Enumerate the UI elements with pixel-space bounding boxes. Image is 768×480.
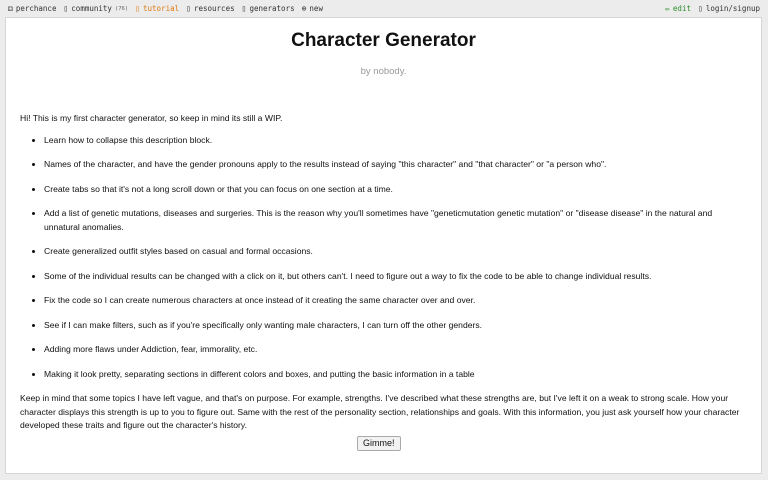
gimme-button[interactable]: Gimme!: [357, 436, 401, 451]
outro-text: Keep in mind that some topics I have left vague, and that's on purpose. For example, strengths. I've described what these strengths are, but I've left it on a weak to strong scale. How your character displays this strength is up to you to figure out. Same with the rest of the personality section, relationships and goals. With this information, you just ask yourself how your character developed these traits and figure out the character's history.: [20, 393, 740, 430]
perchance-logo-icon: ⚃: [8, 4, 13, 13]
nav-home-link[interactable]: [8, 4, 56, 13]
top-nav-bar: [0, 0, 768, 17]
list-item: • Create tabs so that it's not a long scroll down or that you can focus on one section at a time.: [44, 183, 742, 197]
community-count-badge: (76): [114, 5, 129, 12]
nav-new-label: new: [309, 4, 323, 13]
nav-tutorial-label: tutorial: [143, 4, 180, 13]
pencil-icon: ✏: [665, 4, 670, 13]
nav-generators-label: generators: [249, 4, 295, 13]
nav-generators-link[interactable]: [242, 4, 295, 13]
page-title: Character Generator: [291, 30, 476, 51]
nav-edit-link[interactable]: [665, 4, 691, 13]
description-block: [20, 112, 742, 433]
box-icon: ▯: [186, 4, 191, 13]
plus-circle-icon: ⊕: [301, 4, 307, 13]
list-item: • Fix the code so I can create numerous characters at once instead of it creating the same character over and over.: [44, 294, 742, 308]
chat-icon: ▯: [63, 4, 69, 13]
list-item: • Adding more flaws under Addiction, fear, immorality, etc.: [44, 343, 742, 357]
nav-login-link[interactable]: [698, 4, 760, 13]
author-byline: by nobody.: [360, 66, 407, 77]
book-icon: ▯: [135, 4, 141, 13]
nav-login-label: login/signup: [705, 4, 760, 13]
list-item: • Create generalized outfit styles based on casual and formal occasions.: [44, 245, 742, 259]
list-item: • See if I can make filters, such as if you're specifically only wanting male characters, I can turn off the other genders.: [44, 319, 742, 333]
list-item: • Some of the individual results can be changed with a click on it, but others can't. I need to figure out a way to fix the code to be able to change individual results.: [44, 270, 742, 284]
nav-home-label: perchance: [15, 4, 57, 13]
nav-left-group: [8, 4, 330, 13]
nav-right-group: [665, 4, 760, 13]
grid-icon: ▯: [241, 4, 247, 13]
nav-tutorial-link[interactable]: [135, 4, 179, 13]
nav-resources-label: resources: [193, 4, 235, 13]
intro-text: Hi! This is my first character generator, so keep in mind its still a WIP.: [20, 113, 283, 123]
nav-resources-link[interactable]: [186, 4, 234, 13]
list-item: • Making it look pretty, separating sections in different colors and boxes, and putting the basic information in a table: [44, 368, 742, 382]
list-item: • Learn how to collapse this description block.: [44, 134, 742, 148]
list-item: • Names of the character, and have the gender pronouns apply to the results instead of saying "this character" and "that character" or "a person who".: [44, 158, 742, 172]
nav-new-link[interactable]: [302, 4, 323, 13]
user-icon: ▯: [697, 4, 703, 13]
todo-list: [20, 134, 742, 382]
generator-card: [5, 17, 762, 474]
list-item: • Add a list of genetic mutations, diseases and surgeries. This is the reason why you'll sometimes have "geneticmutation genetic mutation" or "disease disease" in the natural and unnatural anomalies.: [44, 207, 742, 234]
nav-community-link[interactable]: [63, 4, 128, 13]
nav-edit-label: edit: [672, 4, 691, 13]
nav-community-label: community: [71, 4, 112, 13]
